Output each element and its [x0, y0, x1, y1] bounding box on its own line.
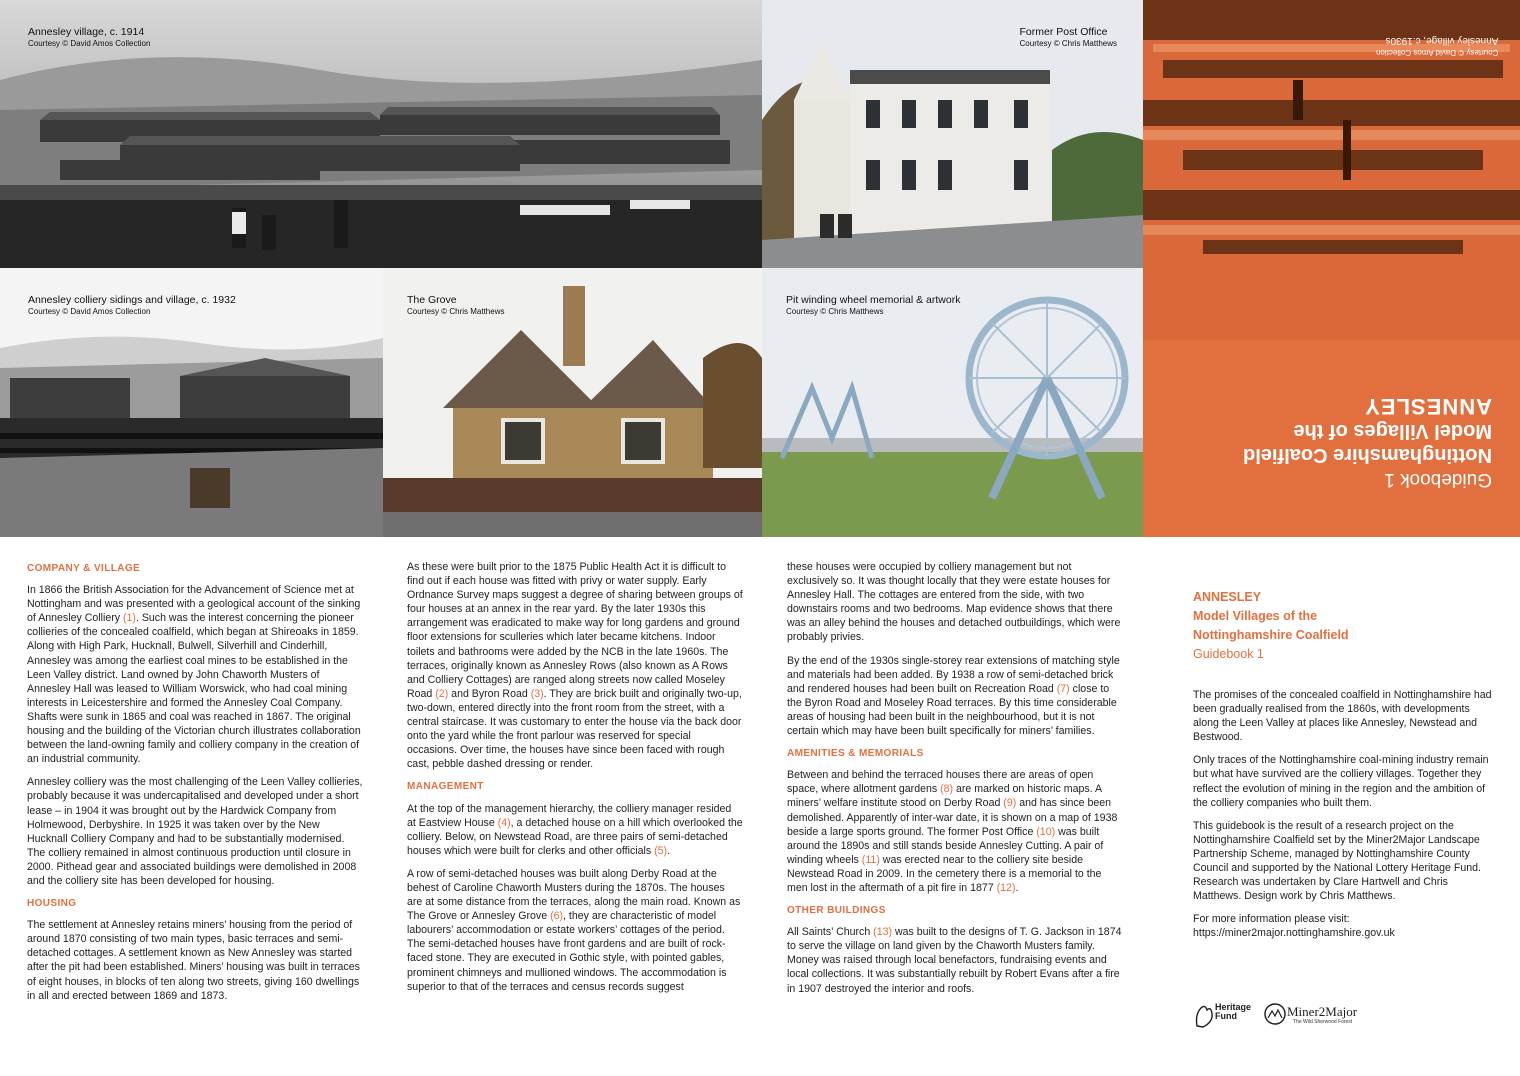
paragraph: As these were built prior to the 1875 Public Health Act it is difficult to find out if each house was fitted with privy or water supply. Early Ordnance Survey maps suggest a degree of sharing between groups of four houses at an annex in the rear yard. By the later 1930s this arrangement was eradicated to make way for long gardens and ground floor extensions for sculleries which later became kitchens. Indoor toilets and bathrooms were added by the NCB in the late 1960s. The terraces, originally known as Annesley Rows (also known as A Rows and Colliery Cottages) are ranged along streets now called Moseley Road (2) and Byron Road (3). They are brick built and originally two-up, two-down, entered directly into the front room from the street, with a central staircase. It was customary to enter the house via the back door onto the yard while the front parlour was reserved for special occasions. Over time, the houses have since been faced with rough cast, pebble dashed dressing or render. [407, 561, 743, 771]
heritage-fund-logo [1193, 998, 1257, 1030]
caption-credit: Courtesy © David Amos Collection [1375, 48, 1498, 57]
map-ref: (11) [861, 853, 880, 866]
paragraph: In 1866 the British Association for the Advancement of Science met at Nottingham and was presented with a geological account of the sinking of Annesley Colliery (1). Such was the interest concerning the pioneer collieries of the concealed coalfield, which began at Shireoaks in 1859. Along with High Park, Hucknall, Bulwell, Silverhill and Cinderhill, Annesley was among the earliest coal mines to be established in the Leen Valley district. Land owned by John Chaworth Musters of Annesley Hall was leased to William Worswick, who had coal mining interests in Leicestershire and formed the Annesley Coal Company. Shafts were sunk in 1865 and coal was reached in 1867. The original housing and the building of the Victorian church illustrates collaboration between the land-owning family and colliery company in the creation of an industrial community. [27, 584, 361, 766]
cover-panel [1143, 0, 1520, 537]
caption-credit: Courtesy © David Amos Collection [28, 307, 151, 316]
map-ref: (4) [497, 816, 511, 829]
photo-caption [28, 294, 236, 317]
map-ref: (10) [1036, 825, 1056, 838]
cover-title-block [1143, 340, 1520, 537]
cover-photo-caption [1376, 34, 1498, 58]
photo-caption [1020, 26, 1117, 49]
paragraph: This guidebook is the result of a research project on the Nottinghamshire Coalfield set by the Miner2Major Landscape Partnership Scheme, managed by Nottinghamshire County Council and supported by the National Lottery Heritage Fund. Research was undertaken by Clare Hartwell and Chris Matthews. Design work by Chris Matthews. [1193, 819, 1481, 903]
text-column-3 [787, 560, 1123, 1005]
paragraph: The settlement at Annesley retains miners’ housing from the period of around 1870 consisting of two main types, basic terraces and semi-detached cottages. A settlement known as New Annesley was started after the pit had been established. Miners’ housing was built in terraces of eight houses, in blocks of ten along two streets, giving 160 dwellings in all and erected between 1869 and 1873. [27, 919, 360, 1002]
caption-text: Pit winding wheel memorial & artwork [786, 294, 961, 306]
map-ref: (8) [940, 783, 954, 796]
heading-other-buildings: OTHER BUILDINGS [787, 905, 886, 917]
caption-credit: Courtesy © David Amos Collection [28, 39, 151, 48]
back-edition: Guidebook 1 [1193, 647, 1264, 661]
map-ref: (1) [122, 612, 136, 625]
photo-colliery-sidings-1932 [0, 268, 383, 537]
sponsor-logos [1193, 998, 1493, 1032]
caption-text: Annesley colliery sidings and village, c. 1932 [28, 294, 236, 306]
heading-company-village: COMPANY & VILLAGE [27, 563, 141, 574]
caption-text: The Grove [407, 294, 457, 306]
logo-subtext: The Wild Sherwood Forest [1293, 1019, 1353, 1025]
caption-credit: Courtesy © Chris Matthews [407, 307, 505, 316]
map-ref: (6) [550, 910, 564, 923]
caption-credit: Courtesy © Chris Matthews [786, 307, 884, 316]
map-ref: (5) [654, 844, 668, 857]
photo-annesley-village-1914 [0, 0, 762, 268]
back-title: ANNESLEY [1193, 590, 1262, 604]
logo-text: Fund [1215, 1011, 1237, 1021]
paragraph: By the end of the 1930s single-storey rear extensions of matching style and materials had been added. By 1938 a row of semi-detached brick and rendered houses had been built on Recreation Road (7) close to the Byron Road and Moseley Road terraces. By this time considerable areas of housing had been built in the neighbourhood, but it is not certain which may have been built specifically for miners’ families. [787, 654, 1120, 738]
paragraph: All Saints’ Church (13) was built to the designs of T. G. Jackson in 1874 to serve the village on land given by the Chaworth Musters family. Money was raised through local benefactors, fundraising events and local collections. It was substantially rebuilt by Robert Evans after a fire in 1907 destroyed the interior and roofs. [787, 926, 1122, 995]
miner2major-logo [1263, 1000, 1383, 1028]
map-ref: (13) [873, 926, 893, 939]
cover-title: ANNESLEY [1364, 394, 1492, 419]
cover-subtitle-2: Nottinghamshire Coalfield [1243, 444, 1492, 466]
map-ref: (2) [435, 687, 449, 700]
caption-text: Annesley village, c. 1914 [28, 26, 145, 38]
paragraph: Only traces of the Nottinghamshire coal-mining industry remain but what have survived are the colliery villages. Together they reflect the evolution of mining in the region and the ambition of the colliery companies who built them. [1193, 754, 1489, 809]
heading-housing: HOUSING [27, 898, 77, 910]
back-cover-body [1193, 688, 1493, 950]
paragraph: Between and behind the terraced houses there are areas of open space, where allotment gardens (8) are marked on historic maps. A miners’ welfare institute stood on Derby Road (9) and has since been demolished. Apparently of inter-war date, it is shown on a map of 1938 beside a large sports ground. The former Post Office (10) was built around the 1890s and still stands beside Annesley Cutting. A pair of winding wheels (11) was erected near to the colliery site beside Newstead Road in 2009. In the cemetery there is a memorial to the men lost in the aftermath of a pit fire in 1877 (12). [787, 769, 1118, 894]
text-column-2 [407, 560, 743, 1003]
paragraph: For more information please visit: https://miner2major.nottinghamshire.gov.uk [1193, 913, 1395, 940]
cover-photo [1143, 0, 1520, 340]
caption-text: Former Post Office [1019, 26, 1108, 38]
photo-former-post-office [762, 0, 1143, 268]
paragraph: these houses were occupied by colliery management but not exclusively so. It was thought locally that they were estate houses for Annesley Hall. The cottages are entered from the side, with two downstairs rooms and two bedrooms. Map evidence shows that there was an alley behind the houses and detached outbuildings, which were probably privies. [787, 561, 1121, 644]
map-ref: (9) [1003, 797, 1017, 810]
back-subtitle-2: Nottinghamshire Coalfield [1193, 628, 1349, 642]
logo-text: Miner2Major [1287, 1004, 1358, 1019]
cover-edition: Guidebook 1 [1384, 469, 1492, 490]
logo-text: Heritage [1215, 1002, 1252, 1012]
cover-subtitle-1: Model Villages of the [1293, 420, 1492, 442]
paragraph: A row of semi-detached houses was built along Derby Road at the behest of Caroline Chaworth Musters during the 1870s. The houses are at some distance from the terraces, along the main road. Known as The Grove or Annesley Grove (6), they are characteristic of model labourers’ accommodation or estate workers’ cottages of the period. The semi-detached houses have front gardens and are built of rock-faced stone. They are executed in Gothic style, with pointed gables, prominent chimneys and mullioned windows. The accommodation is superior to that of the terraces and census records suggest [407, 867, 741, 993]
paragraph: The promises of the concealed coalfield in Nottinghamshire had been gradually realised from the 1860s, with developments along the Leen Valley at places like Annesley, Newstead and Bestwood. [1193, 689, 1492, 744]
website-link[interactable]: https://miner2major.nottinghamshire.gov.uk [1193, 927, 1395, 940]
caption-text: Annesley village, c.1930s [1385, 35, 1498, 46]
map-ref: (7) [1056, 682, 1070, 695]
back-cover-title [1193, 588, 1493, 664]
photo-caption [407, 294, 504, 317]
map-ref: (12) [996, 881, 1016, 894]
caption-credit: Courtesy © Chris Matthews [1019, 39, 1117, 48]
photo-caption [28, 26, 150, 49]
heading-management: MANAGEMENT [407, 781, 484, 793]
back-subtitle-1: Model Villages of the [1193, 609, 1318, 623]
text-column-1 [27, 560, 363, 1012]
map-ref: (3) [530, 687, 544, 700]
paragraph: At the top of the management hierarchy, the colliery manager resided at Eastview House (4), a detached house on a hill which overlooked the colliery. Below, on Newstead Road, are three pairs of semi-detached houses which were built for clerks and other officials (5). [407, 802, 743, 857]
photo-winding-wheel-memorial [762, 268, 1143, 537]
heading-amenities-memorials: AMENITIES & MEMORIALS [787, 748, 924, 760]
photo-caption [786, 294, 960, 317]
paragraph: Annesley colliery was the most challenging of the Leen Valley collieries, probably because it was undercapitalised and developed under a short lease – in 1904 it was brought out by the Hardwick Company from Holmewood, Derbyshire. In 1925 it was taken over by the New Hucknall Colliery Company and had to be substantially modernised. The colliery remained in almost continuous production until closure in 2000. Pithead gear and associated buildings were demolished in 2008 and the colliery site has been developed for housing. [27, 776, 363, 887]
photo-the-grove [383, 268, 762, 537]
